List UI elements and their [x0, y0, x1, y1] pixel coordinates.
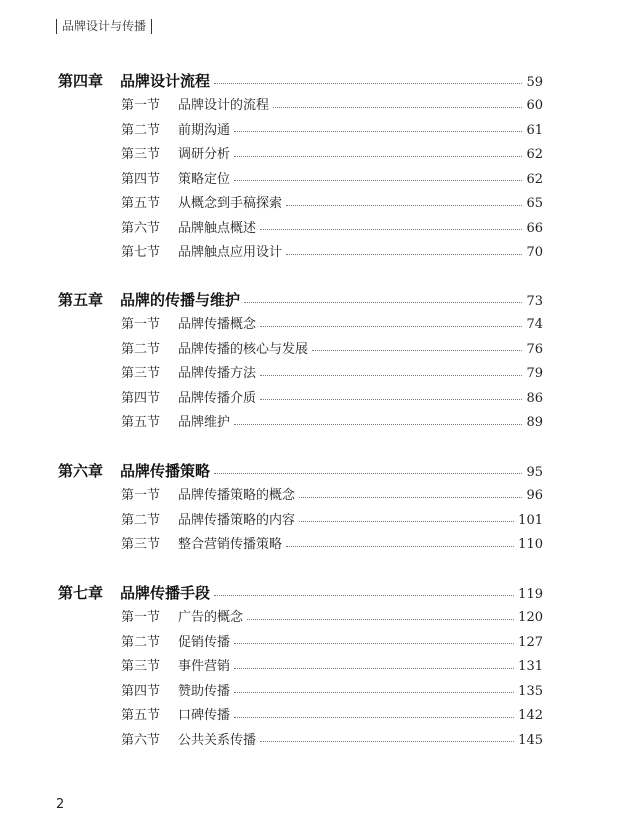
section-title: 广告的概念 — [178, 610, 244, 625]
toc-chapter-row[interactable] — [58, 289, 543, 309]
running-header: 品牌设计与传播 — [56, 19, 152, 34]
section-number: 第二节 — [121, 634, 161, 650]
section-title: 品牌维护 — [178, 415, 231, 430]
dot-leader — [214, 473, 522, 474]
section-page-number: 62 — [526, 171, 543, 187]
chapter-title: 品牌的传播与维护 — [120, 291, 241, 309]
section-page-number: 120 — [518, 610, 543, 625]
toc-section-row[interactable] — [121, 680, 543, 700]
dot-leader — [286, 254, 522, 255]
section-title: 品牌传播策略的概念 — [178, 488, 296, 503]
dot-leader — [234, 156, 522, 157]
dot-leader — [234, 180, 522, 181]
toc-section-row[interactable] — [121, 606, 543, 626]
section-number: 第四节 — [121, 171, 161, 187]
section-page-number: 110 — [518, 537, 543, 552]
chapter-title: 品牌设计流程 — [120, 72, 211, 90]
section-number: 第二节 — [121, 122, 161, 138]
dot-leader — [247, 619, 514, 620]
dot-leader — [260, 326, 522, 327]
toc-section-row[interactable] — [121, 338, 543, 358]
dot-leader — [214, 595, 514, 596]
section-number: 第三节 — [121, 537, 161, 552]
toc-section-row[interactable] — [121, 241, 543, 261]
section-number: 第六节 — [121, 732, 161, 748]
toc-section-row[interactable] — [121, 143, 543, 163]
section-title: 品牌设计的流程 — [178, 98, 270, 113]
dot-leader — [234, 643, 514, 644]
section-page-number: 101 — [518, 512, 543, 528]
toc-section-row[interactable] — [121, 94, 543, 114]
section-page-number: 66 — [526, 220, 543, 236]
section-title: 品牌触点应用设计 — [178, 245, 283, 260]
dot-leader — [260, 399, 522, 400]
section-page-number: 70 — [526, 245, 543, 260]
section-number: 第四节 — [121, 683, 161, 699]
dot-leader — [260, 375, 522, 376]
section-page-number: 89 — [526, 415, 543, 430]
toc-section-row[interactable] — [121, 119, 543, 139]
toc-section-row[interactable] — [121, 631, 543, 651]
section-title: 策略定位 — [178, 171, 231, 187]
toc-section-row[interactable] — [121, 484, 543, 504]
section-title: 调研分析 — [178, 147, 231, 162]
section-number: 第六节 — [121, 220, 161, 236]
toc-chapter-row[interactable] — [58, 460, 543, 480]
section-title: 整合营销传播策略 — [178, 537, 283, 552]
section-page-number: 135 — [518, 683, 543, 699]
section-title: 品牌传播介质 — [178, 390, 257, 406]
toc-chapter-row[interactable] — [58, 582, 543, 602]
toc-section-row[interactable] — [121, 533, 543, 553]
section-number: 第七节 — [121, 245, 161, 260]
section-number: 第五节 — [121, 415, 161, 430]
section-page-number: 65 — [526, 196, 543, 211]
dot-leader — [299, 521, 514, 522]
chapter-page-number: 119 — [518, 587, 543, 602]
chapter-number: 第七章 — [58, 584, 104, 602]
section-title: 从概念到手稿探索 — [178, 196, 283, 211]
section-page-number: 127 — [518, 634, 543, 650]
section-page-number: 60 — [526, 98, 543, 113]
chapter-page-number: 95 — [526, 465, 543, 480]
dot-leader — [299, 497, 522, 498]
dot-leader — [286, 205, 522, 206]
section-number: 第一节 — [121, 610, 161, 625]
section-page-number: 76 — [526, 341, 543, 357]
section-number: 第三节 — [121, 659, 161, 674]
chapter-number: 第六章 — [58, 462, 104, 480]
section-page-number: 96 — [526, 488, 543, 503]
section-number: 第三节 — [121, 147, 161, 162]
section-page-number: 61 — [526, 122, 543, 138]
dot-leader — [260, 229, 522, 230]
section-title: 品牌传播概念 — [178, 317, 257, 332]
section-number: 第五节 — [121, 196, 161, 211]
chapter-page-number: 73 — [526, 294, 543, 309]
section-number: 第一节 — [121, 98, 161, 113]
chapter-title: 品牌传播手段 — [120, 584, 211, 602]
section-number: 第三节 — [121, 366, 161, 381]
toc-section-row[interactable] — [121, 362, 543, 382]
section-title: 口碑传播 — [178, 708, 231, 723]
section-title: 公共关系传播 — [178, 732, 257, 748]
dot-leader — [234, 131, 522, 132]
section-number: 第二节 — [121, 512, 161, 528]
dot-leader — [286, 546, 514, 547]
section-page-number: 62 — [526, 147, 543, 162]
toc-section-row[interactable] — [121, 509, 543, 529]
section-number: 第五节 — [121, 708, 161, 723]
dot-leader — [234, 717, 514, 718]
dot-leader — [234, 668, 514, 669]
dot-leader — [273, 107, 522, 108]
toc-section-row[interactable] — [121, 217, 543, 237]
toc-section-row[interactable] — [121, 192, 543, 212]
dot-leader — [234, 692, 514, 693]
dot-leader — [312, 350, 522, 351]
dot-leader — [260, 741, 514, 742]
section-title: 品牌触点概述 — [178, 220, 257, 236]
section-title: 事件营销 — [178, 659, 231, 674]
section-page-number: 145 — [518, 732, 543, 748]
chapter-page-number: 59 — [526, 75, 543, 90]
section-title: 品牌传播方法 — [178, 366, 257, 381]
section-number: 第一节 — [121, 317, 161, 332]
toc-section-row[interactable] — [121, 168, 543, 188]
dot-leader — [244, 302, 522, 303]
chapter-title: 品牌传播策略 — [120, 462, 211, 480]
dot-leader — [234, 424, 522, 425]
section-title: 品牌传播策略的内容 — [178, 512, 296, 528]
section-title: 前期沟通 — [178, 122, 231, 138]
section-page-number: 74 — [526, 317, 543, 332]
page-number: 2 — [56, 797, 65, 812]
toc-section-row[interactable] — [121, 411, 543, 431]
toc-chapter-row[interactable] — [58, 70, 543, 90]
section-title: 促销传播 — [178, 634, 231, 650]
section-number: 第四节 — [121, 390, 161, 406]
toc-section-row[interactable] — [121, 387, 543, 407]
toc-section-row[interactable] — [121, 729, 543, 749]
section-page-number: 86 — [526, 390, 543, 406]
section-page-number: 142 — [518, 708, 543, 723]
section-title: 赞助传播 — [178, 683, 231, 699]
section-page-number: 79 — [526, 366, 543, 381]
chapter-number: 第四章 — [58, 72, 104, 90]
section-title: 品牌传播的核心与发展 — [178, 341, 309, 357]
section-page-number: 131 — [518, 659, 543, 674]
chapter-number: 第五章 — [58, 291, 104, 309]
dot-leader — [214, 83, 522, 84]
section-number: 第二节 — [121, 341, 161, 357]
toc-section-row[interactable] — [121, 313, 543, 333]
toc-section-row[interactable] — [121, 704, 543, 724]
section-number: 第一节 — [121, 488, 161, 503]
toc-section-row[interactable] — [121, 655, 543, 675]
